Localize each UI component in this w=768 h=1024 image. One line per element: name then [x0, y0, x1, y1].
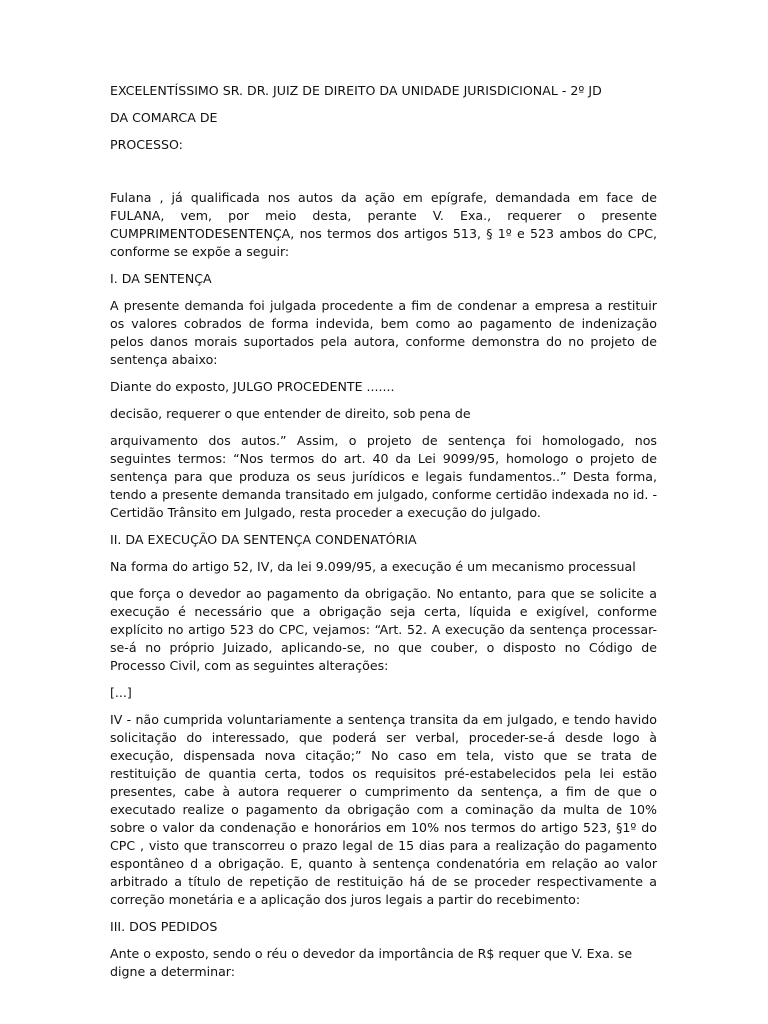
section-title-pedidos: III. DOS PEDIDOS	[110, 919, 218, 934]
paragraph: IV - não cumprida voluntariamente a sentença transita da em julgado, e tendo havido solicitação do interessado, que poderá ser verbal, proceder-se-á desde logo à execução, dispensada nova citação;” No caso em tela, visto que se trata de restituição de quantia certa, todos os requisitos pré-estabelecidos pela lei estão presentes, cabe à autora requerer o cumprimento da sentença, a fim de que o executado realize o pagamento da obrigação com a cominação da multa de 10% sobre o valor da condenação e honorários em 10% nos termos do artigo 523, §1º do CPC , visto que transcorreu o prazo legal de 15 dias para a realização do pagamento espontâneo d a obrigação. E, quanto à sentença condenatória em relação ao valor arbitrado a título de repetição de restituição há de se proceder respectivamente a correção monetária e a aplicação dos juros legais a partir do recebimento:	[110, 712, 657, 907]
section-title-execucao: II. DA EXECUÇÃO DA SENTENÇA CONDENATÓRIA	[110, 532, 417, 547]
paragraph: [...]	[110, 685, 132, 700]
section-title-sentenca: I. DA SENTENÇA	[110, 271, 212, 286]
paragraph: Diante do exposto, JULGO PROCEDENTE .......	[110, 379, 395, 394]
heading-line-2: DA COMARCA DE	[110, 110, 218, 125]
heading-line-1: EXCELENTÍSSIMO SR. DR. JUIZ DE DIREITO DA UNIDADE JURISDICIONAL - 2º JD	[110, 83, 602, 98]
intro-paragraph: Fulana , já qualificada nos autos da ação em epígrafe, demandada em face de FULANA, vem, por meio desta, perante V. Exa., requerer o presente CUMPRIMENTODESENTENÇA, nos termos dos artigos 513, § 1º e 523 ambos do CPC, conforme se expõe a seguir:	[110, 190, 657, 259]
paragraph: que força o devedor ao pagamento da obrigação. No entanto, para que se solicite a execução é necessário que a obrigação seja certa, líquida e exigível, conforme explícito no artigo 523 do CPC, vejamos: “Art. 52. A execução da sentença processar-se-á no próprio Juizado, aplicando-se, no que couber, o disposto no Código de Processo Civil, com as seguintes alterações:	[110, 586, 657, 673]
paragraph: decisão, requerer o que entender de direito, sob pena de	[110, 406, 471, 421]
paragraph: Ante o exposto, sendo o réu o devedor da importância de R$ requer que V. Exa. se digne a determinar:	[110, 946, 633, 979]
document-page	[110, 82, 657, 981]
heading-line-3: PROCESSO:	[110, 137, 183, 152]
paragraph: A presente demanda foi julgada procedente a fim de condenar a empresa a restituir os valores cobrados de forma indevida, bem como ao pagamento de indenização pelos danos morais suportados pela autora, conforme demonstra do no projeto de sentença abaixo:	[110, 298, 657, 367]
paragraph: arquivamento dos autos.” Assim, o projeto de sentença foi homologado, nos seguintes termos: “Nos termos do art. 40 da Lei 9099/95, homologo o projeto de sentença para que produza os seus jurídicos e legais fundamentos..” Desta forma, tendo a presente demanda transitado em julgado, conforme certidão indexada no id. - Certidão Trânsito em Julgado, resta proceder a execução do julgado.	[110, 433, 657, 520]
paragraph: Na forma do artigo 52, IV, da lei 9.099/95, a execução é um mecanismo processual	[110, 559, 636, 574]
